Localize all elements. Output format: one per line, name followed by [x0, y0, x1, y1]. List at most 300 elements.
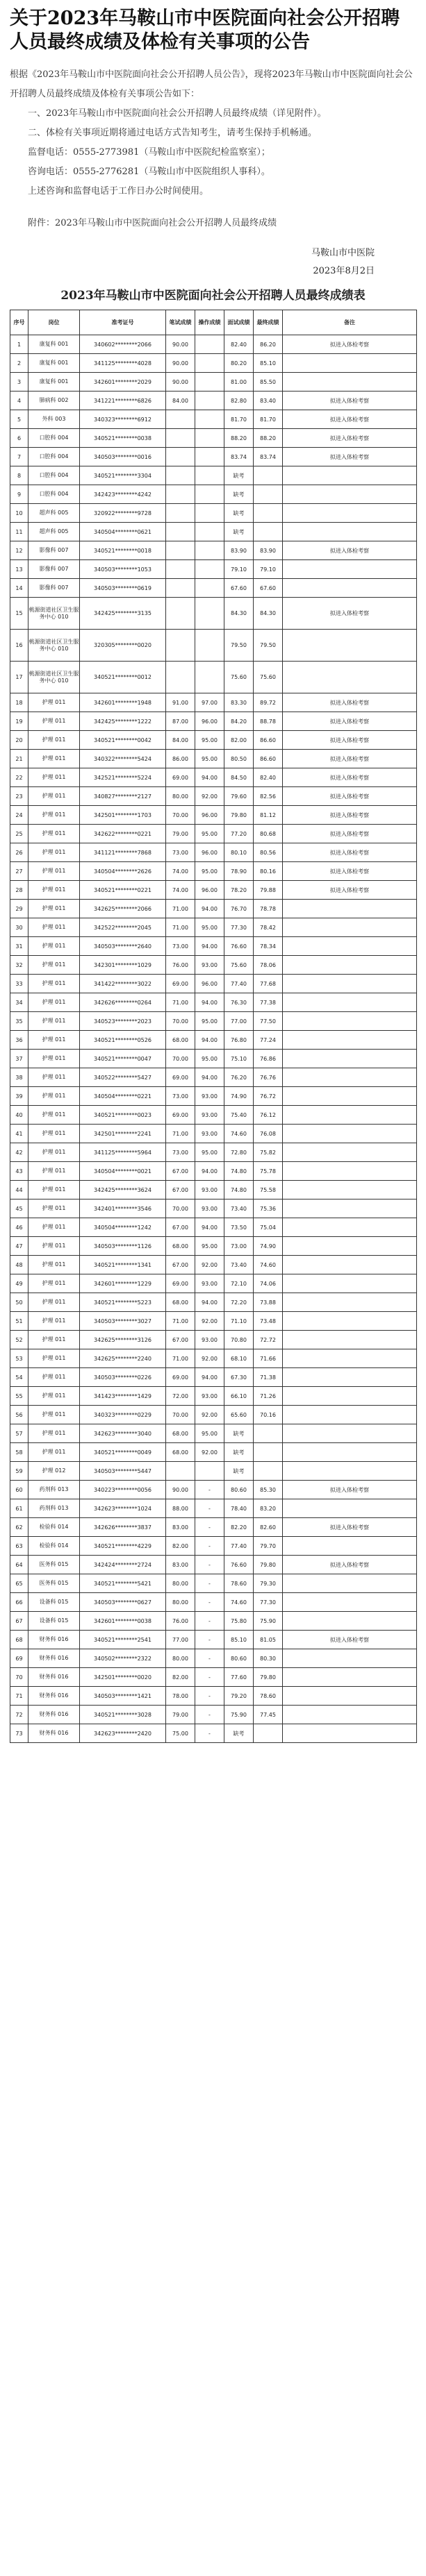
col-written-score-cell	[166, 448, 195, 466]
col-exam-id-cell: 341125********4028	[80, 354, 166, 373]
table-row	[10, 1293, 417, 1312]
col-remark-cell	[283, 354, 417, 373]
col-written-score-cell: 71.00	[166, 1312, 195, 1331]
col-final-score-cell: 82.40	[254, 768, 283, 787]
col-interview-score-cell: 73.00	[224, 1237, 254, 1256]
col-exam-id-cell: 340521********3028	[80, 1706, 166, 1724]
col-practical-score-cell: 94.00	[195, 1068, 224, 1087]
col-exam-id-cell: 340504********2626	[80, 862, 166, 881]
col-remark-cell	[283, 485, 417, 504]
col-exam-id-cell: 340521********0042	[80, 731, 166, 750]
col-index-cell: 58	[10, 1443, 28, 1462]
col-final-score-cell: 81.05	[254, 1631, 283, 1649]
col-index-cell: 20	[10, 731, 28, 750]
col-remark-cell: 拟进入体检考察	[283, 335, 417, 354]
col-post-cell: 康复科 001	[28, 354, 80, 373]
signature-block	[10, 244, 416, 280]
col-exam-id-cell: 342301********1029	[80, 956, 166, 975]
col-written-score-cell: 69.00	[166, 768, 195, 787]
col-practical-score-cell: 93.00	[195, 956, 224, 975]
col-post-cell: 财务科 016	[28, 1724, 80, 1743]
col-practical-score-cell	[195, 392, 224, 410]
col-practical-score-cell	[195, 560, 224, 579]
attachment-link[interactable]: 附件：2023年马鞍山市中医院面向社会公开招聘人员最终成绩	[28, 218, 277, 228]
col-practical-score-cell: 94.00	[195, 1162, 224, 1181]
col-exam-id-cell: 342501********1703	[80, 806, 166, 825]
col-interview-score-cell: 76.70	[224, 900, 254, 918]
table-row	[10, 1162, 417, 1181]
col-exam-id-cell: 340503********0627	[80, 1593, 166, 1612]
col-interview-score-cell: 75.90	[224, 1706, 254, 1724]
col-final-score-cell: 83.20	[254, 1499, 283, 1518]
col-practical-score-cell: 94.00	[195, 900, 224, 918]
col-index-cell: 6	[10, 429, 28, 448]
col-index-cell: 39	[10, 1087, 28, 1106]
col-index-cell: 17	[10, 662, 28, 693]
col-interview-score-cell: 73.40	[224, 1256, 254, 1274]
col-practical-score-cell	[195, 448, 224, 466]
col-exam-id-cell: 340223********0056	[80, 1481, 166, 1499]
col-written-score-cell: 67.00	[166, 1162, 195, 1181]
col-remark-cell	[283, 1668, 417, 1687]
col-final-score-cell: 70.16	[254, 1406, 283, 1424]
col-practical-score-cell: 92.00	[195, 1312, 224, 1331]
col-written-score-cell	[166, 560, 195, 579]
col-exam-id-cell: 340323********0229	[80, 1406, 166, 1424]
col-written-score-cell: 86.00	[166, 750, 195, 768]
col-written-score-cell: 78.00	[166, 1687, 195, 1706]
col-index-cell: 61	[10, 1499, 28, 1518]
col-written-score-cell	[166, 579, 195, 598]
col-written-score-cell: 68.00	[166, 1237, 195, 1256]
col-post-cell: 护理 011	[28, 1237, 80, 1256]
col-written-score-cell: 70.00	[166, 806, 195, 825]
col-remark-cell: 拟进入体检考察	[283, 1518, 417, 1537]
col-interview-score-cell: 80.60	[224, 1481, 254, 1499]
col-post-cell: 护理 011	[28, 918, 80, 937]
col-remark-cell	[283, 1387, 417, 1406]
table-row	[10, 373, 417, 392]
col-practical-score-cell	[195, 410, 224, 429]
col-final-score-cell: 75.60	[254, 662, 283, 693]
supervision-phone: 监督电话：0555-2773981（马鞍山市中医院纪检监察室）；	[28, 147, 270, 158]
col-written-score-cell: 68.00	[166, 1424, 195, 1443]
col-exam-id-cell: 341125********5964	[80, 1143, 166, 1162]
col-remark-cell	[283, 1218, 417, 1237]
col-index-cell: 42	[10, 1143, 28, 1162]
table-row	[10, 630, 417, 662]
col-final-score-cell: 67.60	[254, 579, 283, 598]
table-title: 2023年马鞍山市中医院面向社会公开招聘人员最终成绩表	[60, 289, 366, 303]
col-exam-id-cell: 340827********2127	[80, 787, 166, 806]
col-index-cell: 40	[10, 1106, 28, 1125]
table-row	[10, 598, 417, 630]
col-written-score-cell: 90.00	[166, 354, 195, 373]
col-written-score-cell: 69.00	[166, 1106, 195, 1125]
col-interview-score-cell: 77.30	[224, 918, 254, 937]
col-exam-id-cell: 340521********1341	[80, 1256, 166, 1274]
table-row	[10, 1556, 417, 1574]
col-remark-cell	[283, 1368, 417, 1387]
table-row	[10, 731, 417, 750]
col-remark-cell	[283, 1125, 417, 1143]
table-row	[10, 1181, 417, 1199]
col-final-score-cell: 88.78	[254, 712, 283, 731]
col-index-cell: 45	[10, 1199, 28, 1218]
phone-hours-note: 上述咨询和监督电话于工作日办公时间使用。	[28, 186, 209, 196]
col-interview-score-cell: 72.80	[224, 1143, 254, 1162]
col-practical-score-cell	[195, 630, 224, 662]
col-written-score-cell: 68.00	[166, 1031, 195, 1050]
col-written-score-cell: 74.00	[166, 862, 195, 881]
col-practical-score-cell: 95.00	[195, 825, 224, 843]
col-index-cell: 33	[10, 975, 28, 993]
col-index-cell: 69	[10, 1649, 28, 1668]
col-final-score-cell: 77.24	[254, 1031, 283, 1050]
col-post-cell: 检验科 014	[28, 1518, 80, 1537]
col-remark-cell	[283, 1406, 417, 1424]
col-index-header: 序号	[10, 310, 28, 335]
table-row	[10, 1368, 417, 1387]
col-index-cell: 67	[10, 1612, 28, 1631]
col-interview-score-cell: 72.10	[224, 1274, 254, 1293]
table-row	[10, 1125, 417, 1143]
col-interview-score-cell: 76.30	[224, 993, 254, 1012]
col-final-score-cell: 74.60	[254, 1256, 283, 1274]
col-written-score-cell: 75.00	[166, 1724, 195, 1743]
notice-paragraph-results: 一、2023年马鞍山市中医院面向社会公开招聘人员最终成绩（详见附件）。	[28, 108, 327, 119]
col-interview-score-cell: 79.50	[224, 630, 254, 662]
col-practical-score-cell: 95.00	[195, 731, 224, 750]
col-written-score-cell: 69.00	[166, 1068, 195, 1087]
col-index-cell: 34	[10, 993, 28, 1012]
col-exam-id-cell: 340521********0047	[80, 1050, 166, 1068]
col-remark-cell: 拟进入体检考察	[283, 448, 417, 466]
col-final-score-cell: 77.38	[254, 993, 283, 1012]
col-interview-score-cell: 缺考	[224, 504, 254, 523]
col-interview-score-cell: 75.60	[224, 662, 254, 693]
col-written-score-cell: 80.00	[166, 787, 195, 806]
col-exam-id-cell: 342501********0020	[80, 1668, 166, 1687]
col-post-cell: 护理 011	[28, 712, 80, 731]
table-row	[10, 768, 417, 787]
col-practical-score-cell: 94.00	[195, 1368, 224, 1387]
col-post-cell: 口腔科 004	[28, 485, 80, 504]
col-remark-cell	[283, 1068, 417, 1087]
col-interview-score-cell: 65.60	[224, 1406, 254, 1424]
col-written-score-cell: 80.00	[166, 1649, 195, 1668]
signature-date: 2023年8月2日	[313, 266, 375, 276]
col-practical-score-cell: 95.00	[195, 1237, 224, 1256]
col-written-score-cell: 80.00	[166, 1574, 195, 1593]
col-remark-cell	[283, 1237, 417, 1256]
table-row	[10, 1574, 417, 1593]
col-remark-cell	[283, 1724, 417, 1743]
col-final-score-cell: 83.40	[254, 392, 283, 410]
col-written-score-header: 笔试成绩	[166, 310, 195, 335]
col-post-cell: 护理 011	[28, 843, 80, 862]
table-row	[10, 1499, 417, 1518]
col-exam-id-cell: 340503********3027	[80, 1312, 166, 1331]
notice-title: 关于2023年马鞍山市中医院面向社会公开招聘人员最终成绩及体检有关事项的公告	[10, 8, 400, 53]
table-row	[10, 392, 417, 410]
col-final-score-cell: 73.88	[254, 1293, 283, 1312]
col-post-cell: 桃源街道社区卫生服务中心 010	[28, 598, 80, 630]
col-interview-score-cell: 82.00	[224, 731, 254, 750]
col-interview-score-cell: 75.60	[224, 956, 254, 975]
col-remark-cell	[283, 1274, 417, 1293]
col-interview-score-cell: 83.90	[224, 541, 254, 560]
col-index-cell: 50	[10, 1293, 28, 1312]
col-interview-score-cell: 83.74	[224, 448, 254, 466]
col-written-score-cell: 87.00	[166, 712, 195, 731]
col-exam-id-cell: 342501********2241	[80, 1125, 166, 1143]
col-practical-score-cell	[195, 662, 224, 693]
col-written-score-cell	[166, 429, 195, 448]
col-exam-id-cell: 341221********6826	[80, 392, 166, 410]
col-interview-score-cell: 缺考	[224, 466, 254, 485]
col-interview-score-cell: 缺考	[224, 1462, 254, 1481]
col-interview-score-cell: 83.30	[224, 693, 254, 712]
col-exam-id-cell: 340503********5447	[80, 1462, 166, 1481]
col-remark-cell	[283, 1181, 417, 1199]
col-interview-score-cell: 78.90	[224, 862, 254, 881]
col-post-cell: 口腔科 004	[28, 448, 80, 466]
col-post-cell: 护理 011	[28, 1199, 80, 1218]
col-index-cell: 7	[10, 448, 28, 466]
col-interview-score-cell: 84.30	[224, 598, 254, 630]
table-row	[10, 918, 417, 937]
col-final-score-cell: 76.08	[254, 1125, 283, 1143]
col-remark-cell	[283, 1574, 417, 1593]
col-index-cell: 19	[10, 712, 28, 731]
col-index-cell: 26	[10, 843, 28, 862]
col-final-score-cell: 80.68	[254, 825, 283, 843]
col-final-score-cell: 82.60	[254, 1518, 283, 1537]
col-exam-id-cell: 340522********5427	[80, 1068, 166, 1087]
col-final-score-cell: 76.86	[254, 1050, 283, 1068]
col-final-score-cell: 74.90	[254, 1237, 283, 1256]
col-interview-score-cell: 66.10	[224, 1387, 254, 1406]
col-index-cell: 27	[10, 862, 28, 881]
col-post-cell: 超声科 005	[28, 504, 80, 523]
col-index-cell: 55	[10, 1387, 28, 1406]
table-row	[10, 1593, 417, 1612]
col-final-score-cell: 77.30	[254, 1593, 283, 1612]
col-interview-score-cell: 77.60	[224, 1668, 254, 1687]
col-post-cell: 财务科 016	[28, 1687, 80, 1706]
col-index-cell: 63	[10, 1537, 28, 1556]
col-interview-score-cell: 78.40	[224, 1499, 254, 1518]
col-written-score-cell: 67.00	[166, 1218, 195, 1237]
col-interview-score-cell: 74.80	[224, 1181, 254, 1199]
col-index-cell: 29	[10, 900, 28, 918]
col-interview-score-cell: 72.20	[224, 1293, 254, 1312]
col-practical-score-cell: 92.00	[195, 1256, 224, 1274]
table-row	[10, 335, 417, 354]
table-row	[10, 1218, 417, 1237]
col-final-score-cell: 83.90	[254, 541, 283, 560]
table-row	[10, 523, 417, 541]
col-remark-cell: 拟进入体检考察	[283, 731, 417, 750]
col-post-cell: 护理 011	[28, 1218, 80, 1237]
col-exam-id-cell: 342425********3624	[80, 1181, 166, 1199]
col-post-cell: 护理 011	[28, 1293, 80, 1312]
col-remark-cell	[283, 1424, 417, 1443]
col-practical-score-cell: 96.00	[195, 843, 224, 862]
col-index-cell: 31	[10, 937, 28, 956]
col-practical-score-cell	[195, 485, 224, 504]
col-exam-id-cell: 342423********4242	[80, 485, 166, 504]
col-post-cell: 护理 011	[28, 1331, 80, 1349]
col-exam-id-cell: 340521********5421	[80, 1574, 166, 1593]
col-post-cell: 护理 011	[28, 1162, 80, 1181]
col-interview-score-cell: 84.20	[224, 712, 254, 731]
col-post-cell: 护理 011	[28, 1143, 80, 1162]
col-post-cell: 护理 011	[28, 1012, 80, 1031]
col-exam-id-cell: 342622********0221	[80, 825, 166, 843]
col-remark-cell	[283, 1612, 417, 1631]
col-index-cell: 44	[10, 1181, 28, 1199]
col-post-cell: 护理 011	[28, 1087, 80, 1106]
col-final-score-cell: 78.06	[254, 956, 283, 975]
col-post-cell: 检验科 014	[28, 1537, 80, 1556]
col-practical-score-cell: 93.00	[195, 1181, 224, 1199]
col-written-score-cell: 67.00	[166, 1331, 195, 1349]
col-interview-score-cell: 78.20	[224, 881, 254, 900]
col-final-score-cell: 79.88	[254, 881, 283, 900]
col-interview-score-cell: 71.10	[224, 1312, 254, 1331]
col-index-cell: 66	[10, 1593, 28, 1612]
col-exam-id-cell: 340503********0016	[80, 448, 166, 466]
col-index-cell: 59	[10, 1462, 28, 1481]
col-index-cell: 38	[10, 1068, 28, 1087]
col-remark-cell	[283, 937, 417, 956]
col-practical-score-cell	[195, 373, 224, 392]
col-index-cell: 35	[10, 1012, 28, 1031]
col-remark-cell	[283, 1349, 417, 1368]
col-remark-cell	[283, 1031, 417, 1050]
col-final-score-cell: 78.60	[254, 1687, 283, 1706]
col-remark-cell	[283, 900, 417, 918]
col-interview-score-cell: 78.60	[224, 1574, 254, 1593]
table-row	[10, 1424, 417, 1443]
col-exam-id-cell: 340503********0226	[80, 1368, 166, 1387]
col-index-cell: 52	[10, 1331, 28, 1349]
col-exam-id-cell: 342625********2240	[80, 1349, 166, 1368]
col-interview-score-cell: 缺考	[224, 1443, 254, 1462]
col-index-cell: 48	[10, 1256, 28, 1274]
col-practical-score-cell: 95.00	[195, 1424, 224, 1443]
col-exam-id-cell: 340504********1242	[80, 1218, 166, 1237]
col-post-cell: 护理 011	[28, 1406, 80, 1424]
col-exam-id-cell: 342601********2029	[80, 373, 166, 392]
table-row	[10, 1649, 417, 1668]
table-row	[10, 993, 417, 1012]
col-index-cell: 21	[10, 750, 28, 768]
col-written-score-cell: 67.00	[166, 1181, 195, 1199]
col-practical-score-cell: -	[195, 1706, 224, 1724]
col-written-score-cell: 84.00	[166, 731, 195, 750]
col-remark-cell: 拟进入体检考察	[283, 1556, 417, 1574]
col-post-cell: 超声科 005	[28, 523, 80, 541]
table-row	[10, 466, 417, 485]
col-interview-score-cell: 75.80	[224, 1612, 254, 1631]
col-remark-cell	[283, 466, 417, 485]
col-practical-score-cell	[195, 429, 224, 448]
col-final-score-cell: 81.12	[254, 806, 283, 825]
table-row	[10, 750, 417, 768]
col-exam-id-cell: 340521********0012	[80, 662, 166, 693]
col-final-score-cell: 74.06	[254, 1274, 283, 1293]
col-post-cell: 外科 003	[28, 410, 80, 429]
col-post-cell: 医务科 015	[28, 1574, 80, 1593]
col-practical-score-cell: -	[195, 1556, 224, 1574]
col-post-cell: 口腔科 004	[28, 429, 80, 448]
col-written-score-cell: 80.00	[166, 1593, 195, 1612]
col-index-cell: 5	[10, 410, 28, 429]
col-exam-id-cell: 340521********0038	[80, 429, 166, 448]
col-final-score-cell: 81.70	[254, 410, 283, 429]
col-interview-score-cell: 77.40	[224, 975, 254, 993]
col-index-cell: 73	[10, 1724, 28, 1743]
col-interview-score-cell: 80.60	[224, 1649, 254, 1668]
col-exam-id-cell: 340521********0023	[80, 1106, 166, 1125]
col-index-cell: 41	[10, 1125, 28, 1143]
col-index-cell: 11	[10, 523, 28, 541]
col-index-cell: 14	[10, 579, 28, 598]
col-interview-score-cell: 67.60	[224, 579, 254, 598]
col-final-score-cell: 85.30	[254, 1481, 283, 1499]
col-interview-score-cell: 77.00	[224, 1012, 254, 1031]
col-exam-id-cell: 342424********2724	[80, 1556, 166, 1574]
col-post-cell: 护理 011	[28, 693, 80, 712]
col-interview-score-cell: 75.40	[224, 1106, 254, 1125]
col-exam-id-cell: 342626********3837	[80, 1518, 166, 1537]
col-post-cell: 护理 011	[28, 1106, 80, 1125]
col-practical-score-cell: -	[195, 1668, 224, 1687]
col-final-score-cell: 89.72	[254, 693, 283, 712]
col-index-cell: 2	[10, 354, 28, 373]
col-exam-id-cell: 342425********3135	[80, 598, 166, 630]
col-post-cell: 肺病科 002	[28, 392, 80, 410]
table-row	[10, 1349, 417, 1368]
col-remark-cell: 拟进入体检考察	[283, 881, 417, 900]
col-remark-cell: 拟进入体检考察	[283, 712, 417, 731]
col-final-score-cell: 80.30	[254, 1649, 283, 1668]
col-practical-score-cell: 96.00	[195, 975, 224, 993]
col-post-cell: 药剂科 013	[28, 1481, 80, 1499]
col-practical-score-cell: 95.00	[195, 1143, 224, 1162]
col-exam-id-cell: 342623********3040	[80, 1424, 166, 1443]
col-practical-score-cell	[195, 335, 224, 354]
table-row	[10, 1724, 417, 1743]
col-post-cell: 护理 011	[28, 900, 80, 918]
col-remark-cell	[283, 523, 417, 541]
col-interview-score-cell: 73.40	[224, 1199, 254, 1218]
table-row	[10, 1387, 417, 1406]
col-remark-cell: 拟进入体检考察	[283, 825, 417, 843]
col-written-score-cell	[166, 523, 195, 541]
col-post-cell: 康复科 001	[28, 373, 80, 392]
col-index-cell: 56	[10, 1406, 28, 1424]
col-exam-id-cell: 342522********2045	[80, 918, 166, 937]
col-practical-score-cell: 94.00	[195, 1293, 224, 1312]
col-practical-score-cell: 93.00	[195, 1387, 224, 1406]
col-final-score-cell	[254, 1724, 283, 1743]
table-row	[10, 1312, 417, 1331]
consult-phone: 咨询电话：0555-2776281（马鞍山市中医院组织人事科）。	[28, 167, 270, 177]
